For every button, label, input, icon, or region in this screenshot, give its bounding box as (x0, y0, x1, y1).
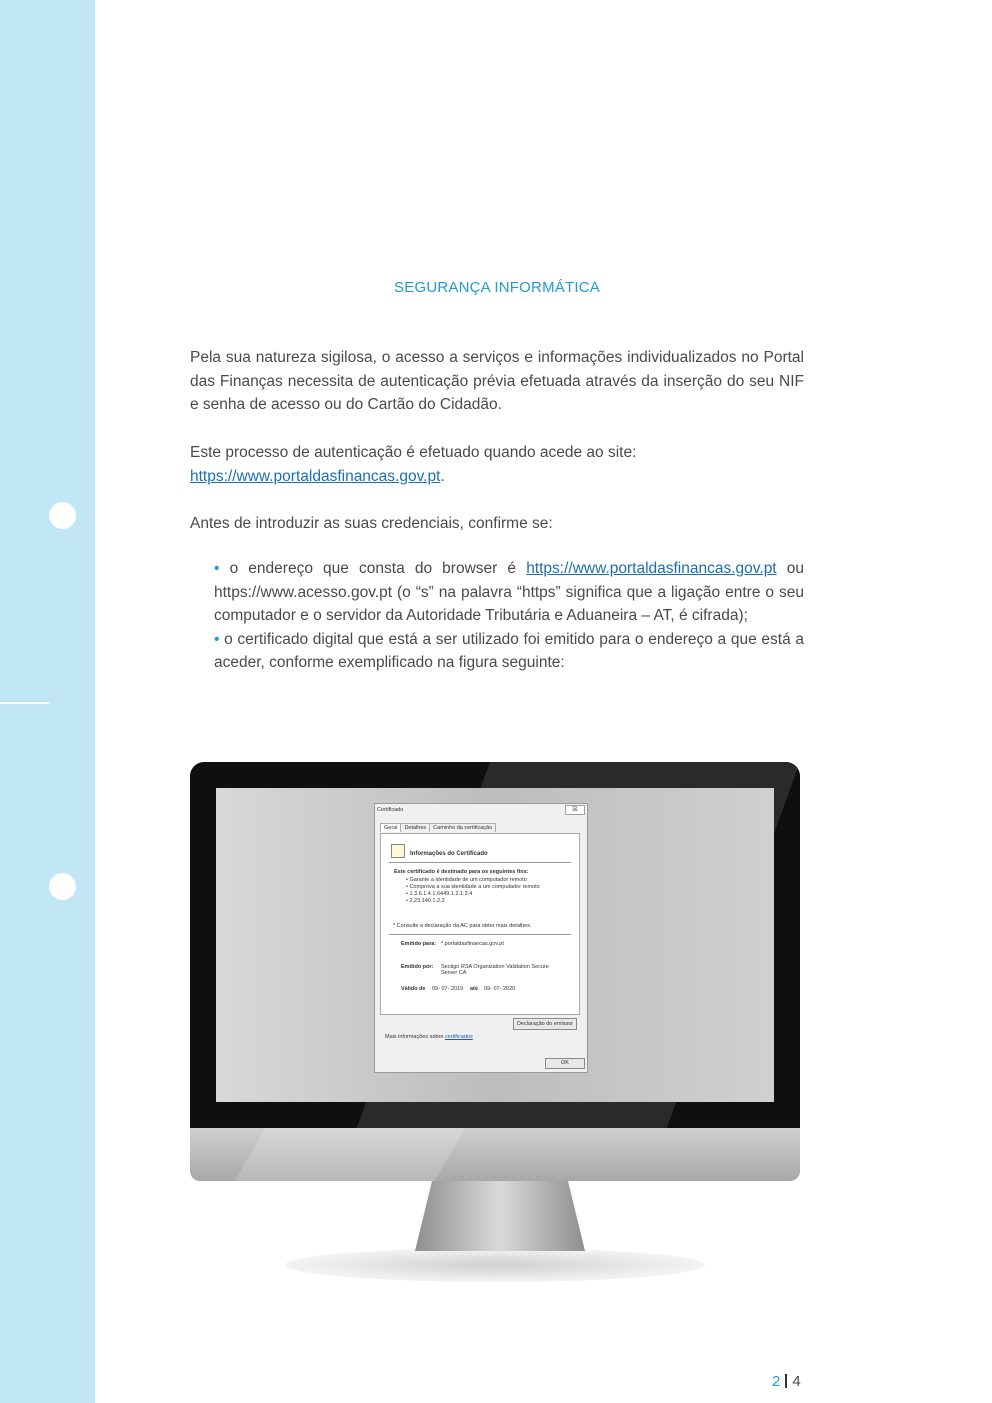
issued-to-label: Emitido para: (401, 941, 437, 947)
valid-from-label: Válido de (401, 986, 426, 992)
more-info-text: Mais informações sobre (385, 1034, 444, 1040)
issued-by-value: Sectigo RSA Organization Validation Secure Server CA (441, 964, 549, 976)
note-text: * Consulte a declaração da AC para obter mais detalhes. (393, 923, 532, 929)
panel-heading: Informações do Certificado (410, 851, 488, 857)
portal-link-bullet[interactable]: https://www.portaldasfinancas.gov.pt (526, 560, 777, 577)
monitor-illustration (190, 762, 800, 1282)
paragraph-site-text: Este processo de autenticação é efetuado quando acede ao site: (190, 444, 637, 461)
binder-hole (49, 873, 76, 900)
page-separator (785, 1374, 787, 1388)
paragraph-site (190, 441, 804, 488)
monitor-shadow (285, 1248, 705, 1282)
purpose-label: Este certificado é destinado para os seguintes fins: (394, 869, 529, 875)
period: . (440, 467, 445, 485)
purpose-list (406, 877, 540, 905)
more-info (385, 1034, 473, 1040)
paragraph-intro: Pela sua natureza sigilosa, o acesso a serviços e informações individualizados no Portal das Finanças necessita de autenticação prévia efetuada através da inserção do seu NIF e senha de acesso ou do Cartão do Cidadão. (190, 349, 804, 413)
list-item: • Garante a identidade de um computador remoto (406, 877, 527, 883)
issuer-statement-button[interactable]: Declaração do emissor (513, 1018, 577, 1030)
bullet-dot-icon: • (214, 560, 220, 577)
portal-link[interactable]: https://www.portaldasfinancas.gov.pt (190, 467, 441, 485)
sidebar-band (0, 0, 95, 1403)
bullet-dot-icon: • (214, 630, 220, 648)
valid-from-value: 09- 07- 2019 (432, 986, 464, 992)
bullet-text: o certificado digital que está a ser utilizado foi emitido para o endereço a que está a aceder, conforme exemplificado na figura seguinte: (214, 630, 804, 671)
certificate-dialog (374, 803, 588, 1073)
tab-detalhes[interactable]: Detalhes (400, 823, 430, 832)
paragraph-confirm: Antes de introduzir as suas credenciais, confirme se: (190, 515, 553, 532)
certificates-link[interactable]: certificados (444, 1034, 473, 1040)
list-item (214, 557, 804, 628)
sidebar-divider (0, 702, 49, 704)
monitor-screen (216, 788, 774, 1102)
valid-until-value: 09- 07- 2020 (484, 986, 516, 992)
binder-hole (49, 502, 76, 529)
bullet-text: o endereço que consta do browser é (229, 560, 517, 577)
current-page: 2 (772, 1373, 781, 1390)
list-item (214, 628, 804, 675)
list-item: • Comprova a sua identidade a um computador remoto (406, 884, 540, 890)
bullet-list (214, 557, 804, 675)
valid-until-label: até (470, 986, 478, 992)
tab-geral[interactable]: Geral (380, 823, 401, 832)
dialog-tabs (380, 823, 495, 833)
issued-to-value: *.portaldasfinancas.gov.pt (441, 941, 504, 947)
general-panel (380, 833, 580, 1015)
bullet-text: ou https://www.acesso.gov.pt (o “s” na palavra “https” significa que a ligação entre o seu computador e o servidor da Autoridade Tributária e Aduaneira – AT, é cifrada); (214, 560, 804, 624)
certificate-icon (391, 844, 405, 858)
page-title: SEGURANÇA INFORMÁTICA (394, 279, 600, 296)
dialog-title: Certificado (377, 807, 404, 813)
list-item: • 1.3.6.1.4.1.6449.1.2.1.3.4 (406, 891, 473, 897)
monitor-stand (415, 1181, 585, 1251)
monitor-bezel (190, 762, 800, 1128)
close-icon[interactable]: ☒ (565, 805, 585, 815)
list-item: • 2.23.140.1.2.2 (406, 898, 445, 904)
ok-button[interactable]: OK (545, 1058, 585, 1069)
tab-caminho[interactable]: Caminho da certificação (429, 823, 496, 832)
monitor-chin (190, 1128, 800, 1181)
page-number (772, 1373, 801, 1390)
issued-by-label: Emitido por: (401, 964, 434, 970)
total-pages: 4 (792, 1373, 801, 1390)
